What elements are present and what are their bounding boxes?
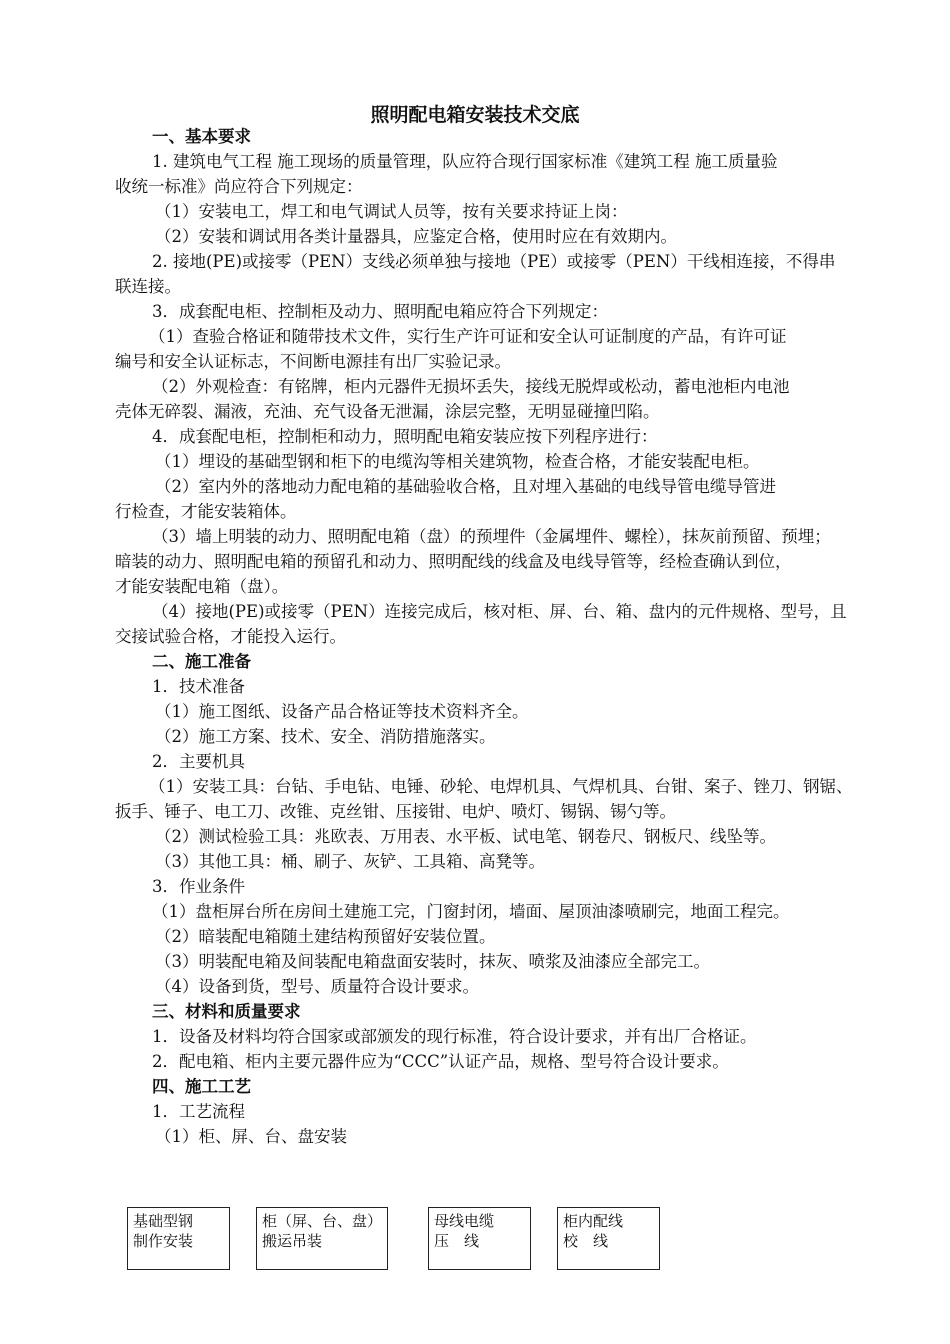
flow-step-box (428, 1207, 531, 1270)
paragraph-line: 行检查，才能安装箱体。 (115, 502, 297, 521)
paragraph-line: 才能安装配电箱（盘）。 (115, 577, 289, 596)
flow-step-label: 压 线 (434, 1232, 480, 1250)
paragraph-line: 壳体无碎裂、漏液，充油、充气设备无泄漏，涂层完整，无明显碰撞凹陷。 (115, 402, 660, 421)
section-heading: 一、基本要求 (152, 127, 251, 146)
paragraph-line: 1. 建筑电气工程 施工现场的质量管理，队应符合现行国家标准《建筑工程 施工质量验 (152, 152, 778, 171)
paragraph-line: （2）室内外的落地动力配电箱的基础验收合格，且对埋入基础的电线导管电缆导管进 (155, 477, 776, 496)
flow-step-box (256, 1207, 388, 1270)
flow-step-label: 基础型钢 (133, 1212, 194, 1230)
section-heading: 二、施工准备 (152, 652, 251, 671)
paragraph-line: （1）埋设的基础型钢和柜下的电缆沟等相关建筑物，检查合格，才能安装配电柜。 (155, 452, 760, 471)
paragraph-line: （1）盘柜屏台所在房间土建施工完，门窗封闭，墙面、屋顶油漆喷刷完，地面工程完。 (152, 902, 790, 921)
paragraph-line: （1）查验合格证和随带技术文件，实行生产许可证和安全认可证制度的产品，有许可证 (149, 327, 787, 346)
flow-step-box (557, 1207, 660, 1270)
paragraph-line: 暗装的动力、照明配电箱的预留孔和动力、照明配线的线盒及电线导管等，经检查确认到位， (115, 552, 792, 571)
paragraph-line: 编号和安全认证标志，不间断电源挂有出厂实验记录。 (115, 352, 511, 371)
flow-step-label: 搬运吊装 (262, 1232, 323, 1250)
paragraph-line: 收统一标准》尚应符合下列规定： (115, 177, 363, 196)
paragraph-line: （2）施工方案、技术、安全、消防措施落实。 (155, 727, 496, 746)
paragraph-line: 交接试验合格，才能投入运行。 (115, 627, 346, 646)
flow-step-label: 校 线 (563, 1232, 609, 1250)
paragraph-line: （1）安装工具：台钻、手电钻、电锤、砂轮、电焊机具、气焊机具、台钳、案子、锉刀、钢锯、 (149, 777, 853, 796)
paragraph-line: 3．成套配电柜、控制柜及动力、照明配电箱应符合下列规定： (152, 302, 608, 321)
flow-step-label: 制作安装 (133, 1232, 194, 1250)
paragraph-line: 3．作业条件 (152, 877, 245, 896)
document-title: 照明配电箱安装技术交底 (370, 104, 580, 126)
paragraph-line: （4）设备到货，型号、质量符合设计要求。 (155, 977, 479, 996)
flow-step-box (127, 1207, 230, 1270)
paragraph-line: 2．主要机具 (152, 752, 245, 771)
paragraph-line: （2）安装和调试用各类计量器具，应鉴定合格，使用时应在有效期内。 (155, 227, 677, 246)
paragraph-line: 联连接。 (115, 277, 181, 296)
paragraph-line: （3）其他工具：桶、刷子、灰铲、工具箱、高凳等。 (155, 852, 545, 871)
paragraph-line: 2. 接地(PE)或接零（PEN）支线必须单独与接地（PE）或接零（PEN）干线相连接，不得串 (152, 252, 836, 271)
paragraph-line: （2）暗装配电箱随土建结构预留好安装位置。 (155, 927, 496, 946)
paragraph-line: （1）安装电工，焊工和电气调试人员等，按有关要求持证上岗： (155, 202, 628, 221)
paragraph-line: （2）外观检查：有铭牌，柜内元器件无损坏丢失，接线无脱焊或松动，蓄电池柜内电池 (152, 377, 790, 396)
flow-step-label: 柜内配线 (563, 1212, 624, 1230)
paragraph-line: （2）测试检验工具：兆欧表、万用表、水平板、试电笔、钢卷尺、钢板尺、线坠等。 (155, 827, 776, 846)
paragraph-line: 扳手、锤子、电工刀、改锥、克丝钳、压接钳、电炉、喷灯、锡锅、锡勺等。 (115, 802, 676, 821)
flow-step-label: 柜（屏、台、盘） (262, 1212, 383, 1230)
paragraph-line: （4）接地(PE)或接零（PEN）连接完成后，核对柜、屏、台、箱、盘内的元件规格、型号，且 (152, 602, 847, 621)
paragraph-line: 1．工艺流程 (152, 1102, 245, 1121)
paragraph-line: 1．设备及材料均符合国家或部颁发的现行标准，符合设计要求，并有出厂合格证。 (152, 1027, 757, 1046)
section-heading: 四、施工工艺 (152, 1077, 251, 1096)
paragraph-line: （3）墙上明装的动力、照明配电箱（盘）的预埋件（金属埋件、螺栓），抹灰前预留、预埋； (152, 527, 831, 546)
section-heading: 三、材料和质量要求 (152, 1002, 301, 1021)
paragraph-line: （1）施工图纸、设备产品合格证等技术资料齐全。 (155, 702, 529, 721)
paragraph-line: 1．技术准备 (152, 677, 245, 696)
paragraph-line: （3）明装配电箱及间装配电箱盘面安装时，抹灰、喷浆及油漆应全部完工。 (155, 952, 710, 971)
flow-step-label: 母线电缆 (434, 1212, 495, 1230)
paragraph-line: 2．配电箱、柜内主要元器件应为“CCC”认证产品，规格、型号符合设计要求。 (152, 1052, 729, 1071)
paragraph-line: （1）柜、屏、台、盘安装 (155, 1127, 347, 1146)
paragraph-line: 4．成套配电柜，控制柜和动力，照明配电箱安装应按下列程序进行： (152, 427, 658, 446)
